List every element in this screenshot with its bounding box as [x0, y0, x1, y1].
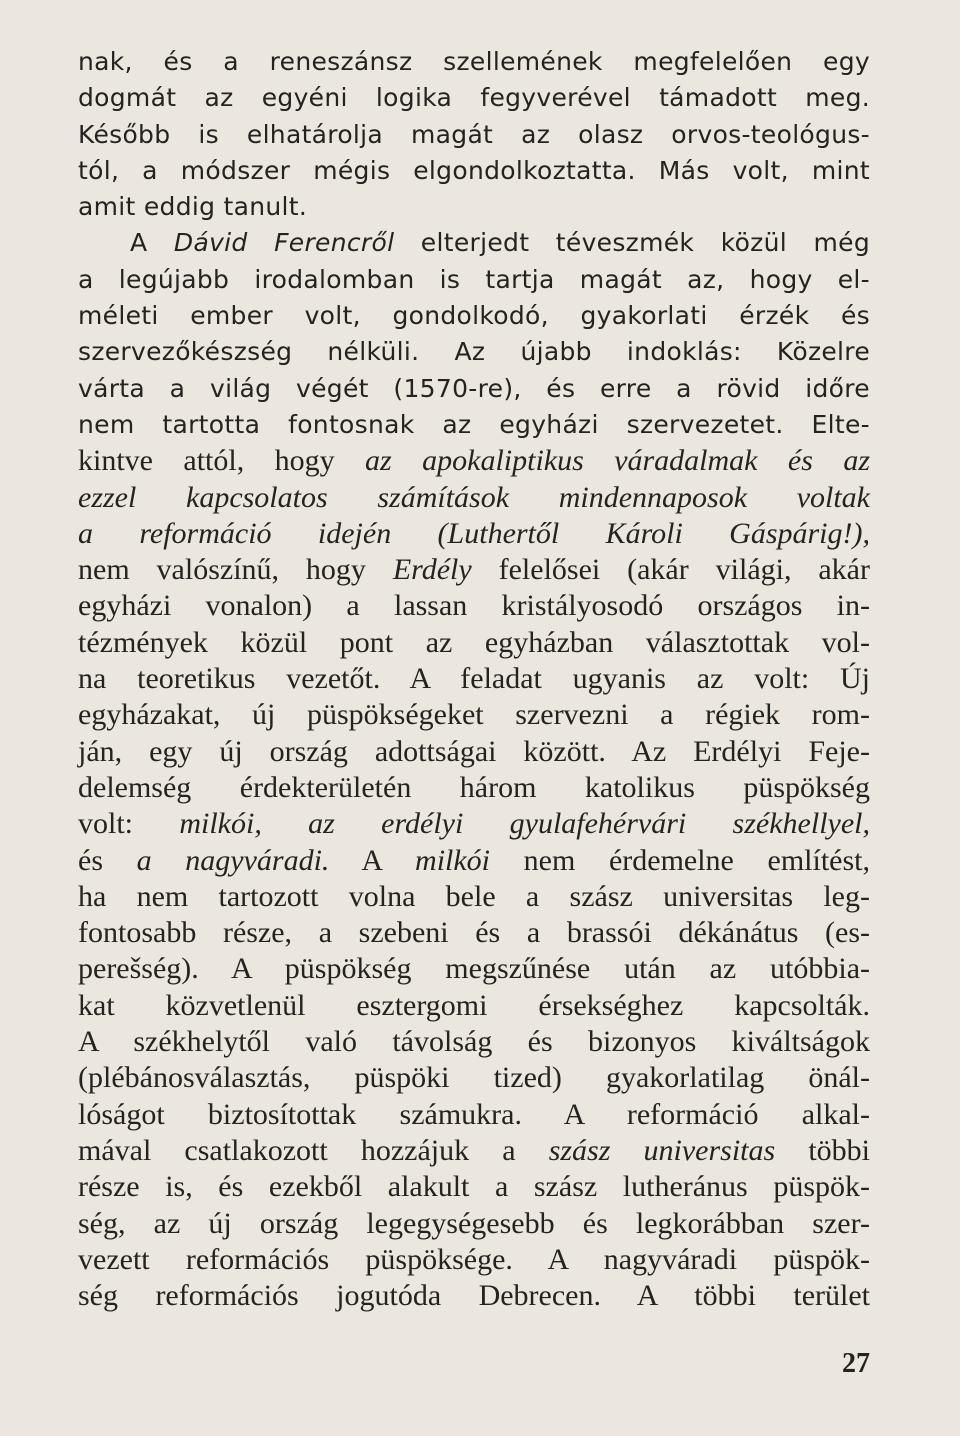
text-run: volt:: [78, 807, 180, 841]
emphasis-name: milkói: [415, 843, 491, 877]
text-line: [78, 1133, 870, 1169]
text-run: kintve attól, hogy: [78, 444, 366, 478]
text-line: kat közvetlenül esztergomi érsekséghez kapcsolták.: [78, 988, 870, 1022]
text-run: felelősei (akár világi, akár: [471, 553, 870, 587]
text-line: amit eddig tanult.: [78, 192, 308, 222]
text-line: [78, 843, 870, 879]
text-line: nak, és a reneszánsz szellemének megfelelően egy: [78, 47, 870, 76]
text-line: méleti ember volt, gondolkodó, gyakorlati érzék és: [78, 301, 870, 331]
text-line: nem tartotta fontosnak az egyházi szervezetet. Elte-: [78, 409, 870, 439]
text-line: [78, 225, 870, 261]
text-run: többi: [775, 1133, 871, 1167]
text-line: része is, és ezekből alakult a szász lutheránus püspök-: [78, 1170, 870, 1204]
text-line: [78, 443, 870, 479]
text-line: A székhelytől való távolság és bizonyos kiváltságok: [78, 1025, 870, 1059]
text-line: fontosabb része, a szebeni és a brassói dékánátus (es-: [78, 916, 870, 950]
emphasis-name: Dávid Ferencről: [173, 228, 395, 258]
text-line: szervezőkészség nélküli. Az újabb indoklás: Közelre: [78, 337, 870, 367]
text-line: ján, egy új ország adottságai között. Az Erdélyi Feje-: [78, 734, 870, 768]
text-line: dogmát az egyéni logika fegyverével támadott meg.: [78, 83, 870, 113]
emphasis-phrase: a nagyváradi.: [136, 843, 330, 877]
page-number: 27: [842, 1348, 870, 1379]
text-run: elterjedt téveszmék közül még: [394, 228, 870, 258]
text-line: (plébánosválasztás, püspöki tized) gyakorlatilag önál-: [78, 1061, 870, 1095]
text-line: tól, a módszer mégis elgondolkoztatta. Más volt, mint: [78, 155, 870, 185]
emphasis-phrase: szász universitas: [548, 1133, 776, 1167]
text-line: egyházakat, új püspökségeket szervezni a régiek rom-: [78, 698, 870, 732]
emphasis-name: Erdély: [392, 553, 472, 587]
text-run: nem érdemelne említést,: [490, 843, 870, 877]
text-run: és: [78, 843, 137, 877]
text-run: nem valószínű, hogy: [78, 553, 393, 587]
text-line: egyházi vonalon) a lassan kristályosodó országos in-: [78, 589, 870, 623]
text-run: A: [329, 843, 416, 877]
text-run: A: [130, 228, 174, 258]
text-line: perešség). A püspökség megszűnése után az utóbbia-: [78, 952, 870, 986]
text-line: ezzel kapcsolatos számítások mindennaposok voltak: [78, 480, 870, 514]
text-line: ség reformációs jogutóda Debrecen. A többi terület: [78, 1279, 870, 1313]
text-line: a legújabb irodalomban is tartja magát az, hogy el-: [78, 264, 870, 294]
emphasis-phrase: milkói, az erdélyi gyulafehérvári székhellyel,: [179, 807, 870, 841]
body-text: [78, 44, 870, 1314]
text-line: ha nem tartozott volna bele a szász universitas leg-: [78, 879, 870, 913]
text-line: [78, 552, 870, 588]
text-line: a reformáció idején (Luthertől Károli Gáspárig!),: [78, 516, 870, 550]
text-line: Később is elhatárolja magát az olasz orvos-teológus-: [78, 119, 870, 149]
text-line: várta a világ végét (1570-re), és erre a rövid időre: [78, 373, 870, 403]
text-line: tézmények közül pont az egyházban választottak vol-: [78, 625, 870, 659]
text-line: ség, az új ország legegységesebb és legkorábban szer-: [78, 1206, 870, 1240]
text-run: mával csatlakozott hozzájuk a: [78, 1133, 549, 1167]
text-line: na teoretikus vezetőt. A feladat ugyanis az volt: Új: [78, 662, 870, 696]
text-line: delemség érdekterületén három katolikus püspökség: [78, 770, 870, 804]
text-line: lóságot biztosítottak számukra. A reformáció alkal-: [78, 1097, 870, 1131]
text-line: vezett reformációs püspöksége. A nagyváradi püspök-: [78, 1242, 870, 1276]
emphasis-phrase: az apokaliptikus váradalmak és az: [365, 444, 870, 478]
text-line: [78, 806, 870, 842]
